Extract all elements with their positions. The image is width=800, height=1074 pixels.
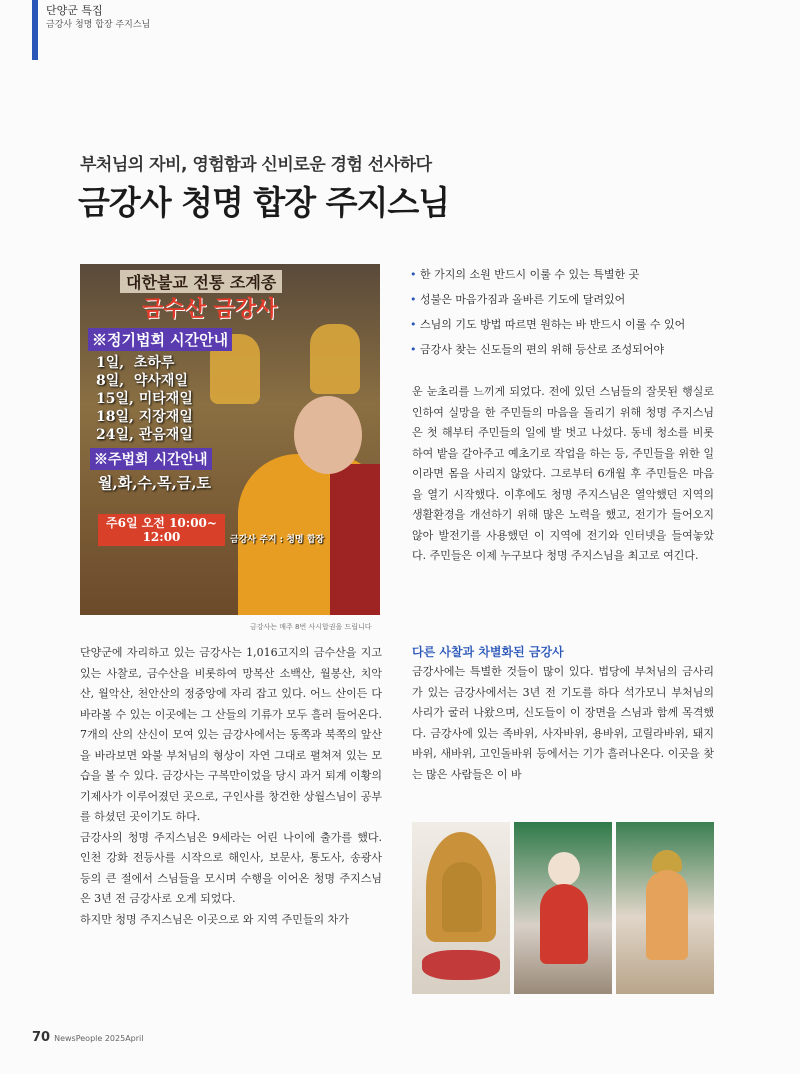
list-item: • 한 가지의 소원 반드시 이룰 수 있는 특별한 곳 <box>410 262 720 287</box>
body-paragraph: 금강사의 청명 주지스님은 9세라는 어린 나이에 출가를 했다. 인천 강화 전등사를 시작으로 해인사, 보문사, 통도사, 송광사 등의 큰 절에서 스님들을 모시며 수행을 이어온 청명 주지스님은 3년 전 금강사로 오게 되었다. <box>80 830 382 905</box>
statue-head <box>548 852 580 886</box>
body-column-right-bottom <box>412 662 714 785</box>
section-heading: 다른 사찰과 차별화된 금강사 <box>412 645 564 659</box>
red-robed-figure-photo <box>514 822 612 994</box>
statue-photo-strip <box>412 822 714 994</box>
section-marker-bar <box>32 0 38 60</box>
list-item: • 금강사 찾는 신도들의 편의 위해 등산로 조성되어야 <box>410 337 720 362</box>
body-paragraph: 운 눈초리를 느끼게 되었다. 전에 있던 스님들의 잘못된 행실로 인하여 실망을 한 주민들의 마음을 돌리기 위해 청명 주지스님은 첫 해부터 주민들의 일에 발 벗고 나섰다. 동네 청소를 비롯하여 밭을 갈아주고 예초기로 작업을 하는 등, 주민들을 위한 일이라면 몸을 사리지 않았다. 그로부터 6개월 후 주민들은 마음을 열기 시작했다. 이후에도 청명 주지스님은 열악했던 지역의 생활환경을 개선하기 위해 많은 노력을 했고, 전기가 들어오지 않아 발전기를 사용했던 이 지역에 전기와 인터넷을 들여놓았다. 주민들은 이제 누구보다 청명 주지스님을 최고로 여긴다. <box>412 385 714 562</box>
article-kicker: 부처님의 자비, 영험함과 신비로운 경험 선사하다 <box>80 155 432 175</box>
article-title: 금강사 청명 합장 주지스님 <box>78 183 450 222</box>
page-number: 70 <box>32 1030 51 1045</box>
statue-figure <box>442 862 482 932</box>
body-column-left <box>80 643 382 930</box>
page-footer <box>32 1030 143 1045</box>
lotus-base <box>422 950 500 980</box>
gold-crowned-figure-photo <box>616 822 714 994</box>
list-item: • 스님의 기도 방법 따르면 원하는 바 반드시 이룰 수 있어 <box>410 312 720 337</box>
poster-caption: 금강사는 매주 8번 사시합권을 드립니다 <box>250 623 372 631</box>
body-column-right-top <box>412 382 714 567</box>
statue-figure <box>646 870 688 960</box>
bullet-icon: • <box>410 318 417 331</box>
list-item: • 성불은 마음가짐과 올바른 기도에 달려있어 <box>410 287 720 312</box>
buddha-statue-figure <box>310 324 360 394</box>
poster-abbot-name: 금강사 주지 : 청명 합장 <box>230 535 325 545</box>
bullet-icon: • <box>410 343 417 356</box>
poster-temple-name: 금수산 금강사 <box>142 296 278 322</box>
poster-schedule-list: 1일, 초하루 8일, 약사재일 15일, 미타재일 18일, 지장재일 24일, 관음재일 <box>96 355 193 443</box>
body-paragraph: 금강사에는 특별한 것들이 많이 있다. 법당에 부처님의 금사리가 있는 금강사에서는 3년 전 기도를 하다 석가모니 부처님의 사리가 굴러 나왔으며, 신도들이 이 장면을 스님과 함께 목격했다. 금강사에 있는 족바위, 사자바위, 용바위, 고릴라바위, 돼지바위, 새바위, 고인돌바위 등에서는 기가 흘러나온다. 이곳을 찾는 많은 사람들은 이 바 <box>412 665 714 781</box>
magazine-name: NewsPeople 2025April <box>54 1034 144 1043</box>
poster-regular-service-heading: ※정기법회 시간안내 <box>88 328 232 351</box>
section-subtitle: 금강사 청명 합장 주지스님 <box>46 20 151 30</box>
monk-robe-sash <box>330 464 380 615</box>
poster-service-time: 주6일 오전 10:00~ 12:00 <box>98 514 225 546</box>
statue-crown <box>652 850 682 872</box>
poster-weekdays: 월,화,수,목,금,토 <box>98 474 212 492</box>
poster-order-name: 대한불교 전통 조계종 <box>120 270 282 293</box>
thousand-arm-bodhisattva-photo <box>412 822 510 994</box>
body-paragraph: 단양군에 자리하고 있는 금강사는 1,016고지의 금수산을 지고 있는 사찰로, 금수산을 비롯하여 망복산 소백산, 월봉산, 치악산, 월악산, 천안산의 정중앙에 자리 잡고 있다. 어느 산이든 다 바라볼 수 있는 이곳에는 그 산들의 기류가 모두 흘러 들어온다. 7개의 산의 산신이 모여 있는 금강사에서는 동쪽과 북쪽의 앞산을 바라보면 와불 부처님의 형상이 자연 그대로 펼쳐져 있는 모습을 볼 수 있다. 금강사는 구복만이었을 당시 과거 퇴계 이황의 기제사가 이루어졌던 곳으로, 구인사를 창건한 상월스님이 공부를 하셨던 곳이기도 하다. <box>80 646 382 823</box>
body-paragraph: 하지만 청명 주지스님은 이곳으로 와 지역 주민들의 차가 <box>80 912 349 926</box>
highlights-list <box>410 262 720 362</box>
statue-figure <box>540 884 588 964</box>
poster-weekly-service-heading: ※주법회 시간안내 <box>90 448 212 470</box>
monk-portrait <box>294 396 362 474</box>
running-header <box>46 4 150 32</box>
section-label: 단양군 특집 <box>46 4 103 17</box>
bullet-icon: • <box>410 268 417 281</box>
temple-poster-image <box>80 264 380 615</box>
bullet-icon: • <box>410 293 417 306</box>
